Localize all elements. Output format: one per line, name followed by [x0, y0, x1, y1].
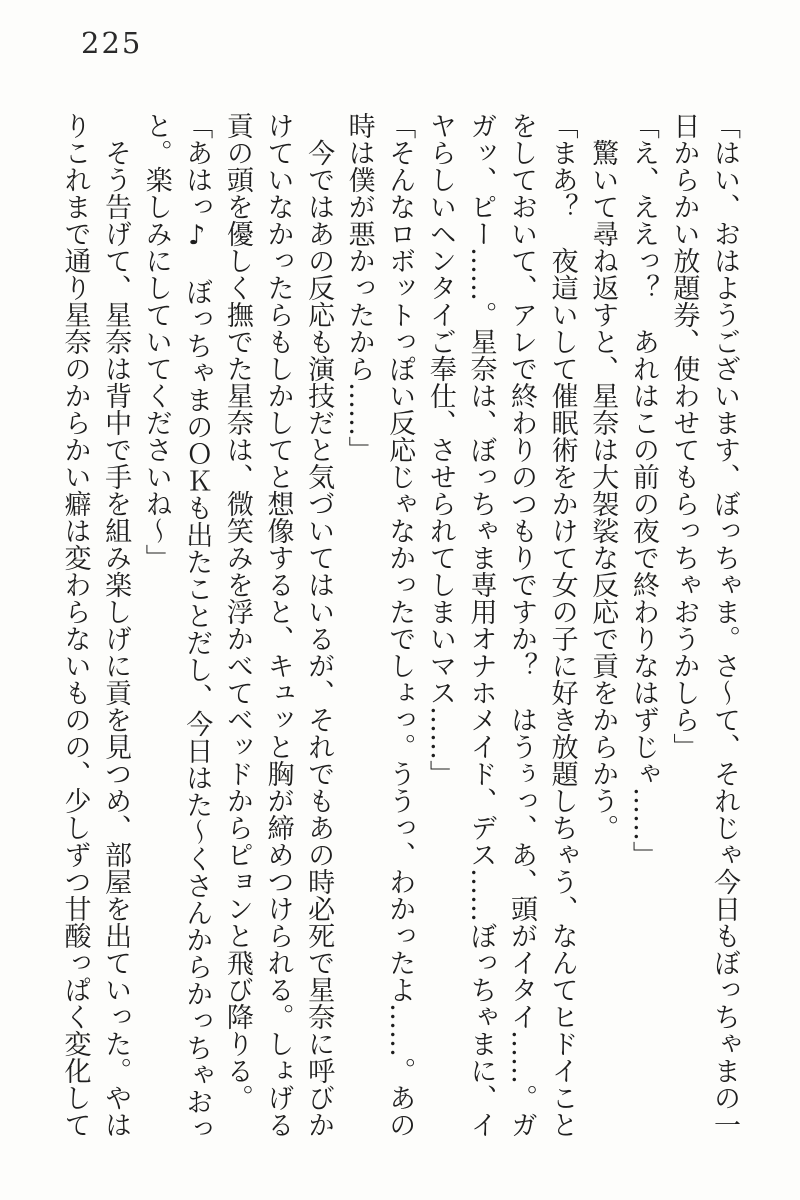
text-line: けていなかったらもしかしてと想像すると、キュッと胸が締めつけられる。しょげる: [262, 112, 294, 1138]
text-line: と。楽しみにしていてくださいね～」: [140, 112, 172, 571]
text-line: 時は僕が悪かったから……」: [343, 112, 375, 463]
text-line: そう告げて、星奈は背中で手を組み楽しげに貢を見つめ、部屋を出ていった。やは: [100, 112, 132, 1138]
text-line: 「え、ええっ？ あれはこの前の夜で終わりなはずじゃ……」: [627, 112, 659, 868]
text-line: 「そんなロボットっぽい反応じゃなかったでしょっ。ううっ、わかったよ……。あの: [384, 112, 416, 1138]
page-number: 225: [81, 26, 143, 60]
text-line: 驚いて尋ね返すと、星奈は大袈裟な反応で貢をからかう。: [587, 112, 619, 841]
text-line: をしておいて、アレで終わりのつもりですか？ はうぅっ、あ、頭がイタイ……。ガ: [506, 112, 538, 1138]
text-line: 日からかい放題券、使わせてもらっちゃおうかしら」: [668, 112, 700, 760]
text-line: 「あはっ♪ ぼっちゃまのＯＫも出たことだし、今日はた～くさんからかっちゃおっ: [181, 112, 213, 1142]
text-line: 貢の頭を優しく撫でた星奈は、微笑みを浮かべてベッドからピョンと飛び降りる。: [221, 112, 253, 1111]
text-line: 「はい、おはようございます、ぼっちゃま。さ～て、それじゃ今日もぼっちゃまの一: [709, 112, 740, 1138]
text-line: ヤらしいヘンタイご奉仕、させられてしまいマス……」: [424, 112, 456, 787]
text-line: りこれまで通り星奈のからかい癖は変わらないものの、少しずつ甘酸っぱく変化して: [59, 112, 91, 1138]
text-line: 今ではあの反応も演技だと気づいてはいるが、それでもあの時必死で星奈に呼びか: [303, 112, 335, 1138]
text-line: 「まあ？ 夜這いして催眠術をかけて女の子に好き放題しちゃう、なんてヒドイこと: [546, 112, 578, 1138]
vertical-text-block: [54, 112, 744, 1146]
text-line: ガッ、ピー……。星奈は、ぼっちゃま専用オナホメイド、デス……ぼっちゃまに、イ: [465, 112, 497, 1138]
